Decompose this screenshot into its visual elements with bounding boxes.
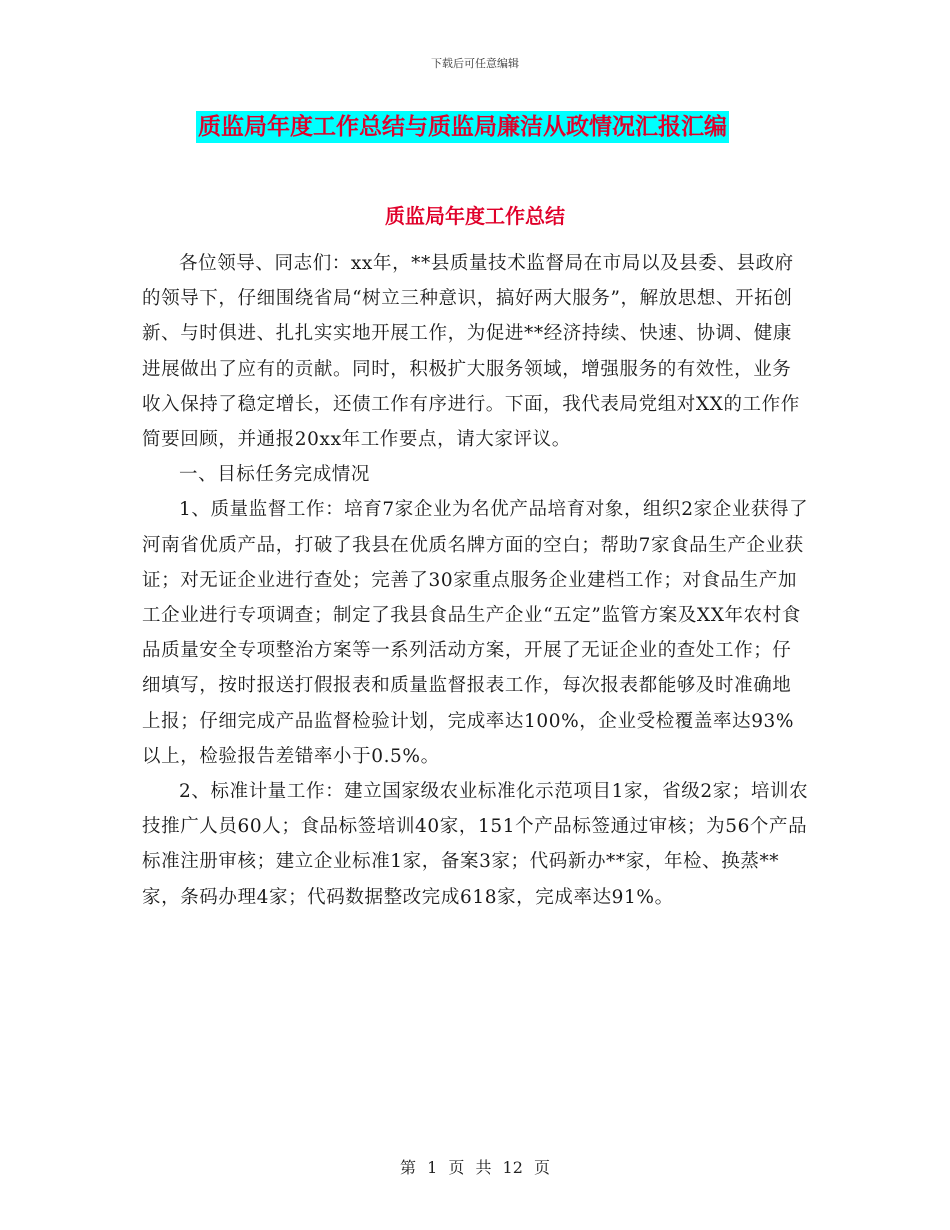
paragraph-intro: 各位领导、同志们：xx年，**县质量技术监督局在市局以及县委、县政府的领导下，仔细围绕省局“树立三种意识，搞好两大服务”，解放思想、开拓创新、与时俱进、扎扎实实地开展工作，为促进**经济持续、快速、协调、健康进展做出了应有的贡献。同时，积极扩大服务领域，增强服务的有效性，业务收入保持了稳定增长，还债工作有序进行。下面，我代表局党组对XX的工作作简要回顾，并通报20xx年工作要点，请大家评议。 xyxy=(142,253,800,451)
page-header-note: 下载后可任意编辑 xyxy=(431,57,519,70)
paragraph-standards-metrology: 2、标准计量工作：建立国家级农业标准化示范项目1家，省级2家；培训农技推广人员60人；食品标签培训40家，151个产品标签通过审核；为56个产品标准注册审核；建立企业标准1家，备案3家；代码新办**家，年检、换蒸**家，条码办理4家；代码数据整改完成618家，完成率达91%。 xyxy=(142,781,809,908)
section-title: 质监局年度工作总结 xyxy=(385,204,565,228)
document-title: 质监局年度工作总结与质监局廉洁从政情况汇报汇编 xyxy=(196,111,729,143)
paragraph-quality-supervision: 1、质量监督工作：培育7家企业为名优产品培育对象，组织2家企业获得了河南省优质产品，打破了我县在优质名牌方面的空白；帮助7家食品生产企业获证；对无证企业进行查处；完善了30家重点服务企业建档工作；对食品生产加工企业进行专项调查；制定了我县食品生产企业“五定”监管方案及XX年农村食品质量安全专项整治方案等一系列活动方案，开展了无证企业的查处工作；仔细填写，按时报送打假报表和质量监督报表工作，每次报表都能够及时准确地上报；仔细完成产品监督检验计划，完成率达100%，企业受检覆盖率达93%以上，检验报告差错率小于0.5%。 xyxy=(142,499,809,767)
paragraph-heading-targets: 一、目标任务完成情况 xyxy=(179,464,371,486)
document-body xyxy=(142,246,810,915)
page-footer-indicator: 第 1 页 共 12 页 xyxy=(400,1158,550,1177)
